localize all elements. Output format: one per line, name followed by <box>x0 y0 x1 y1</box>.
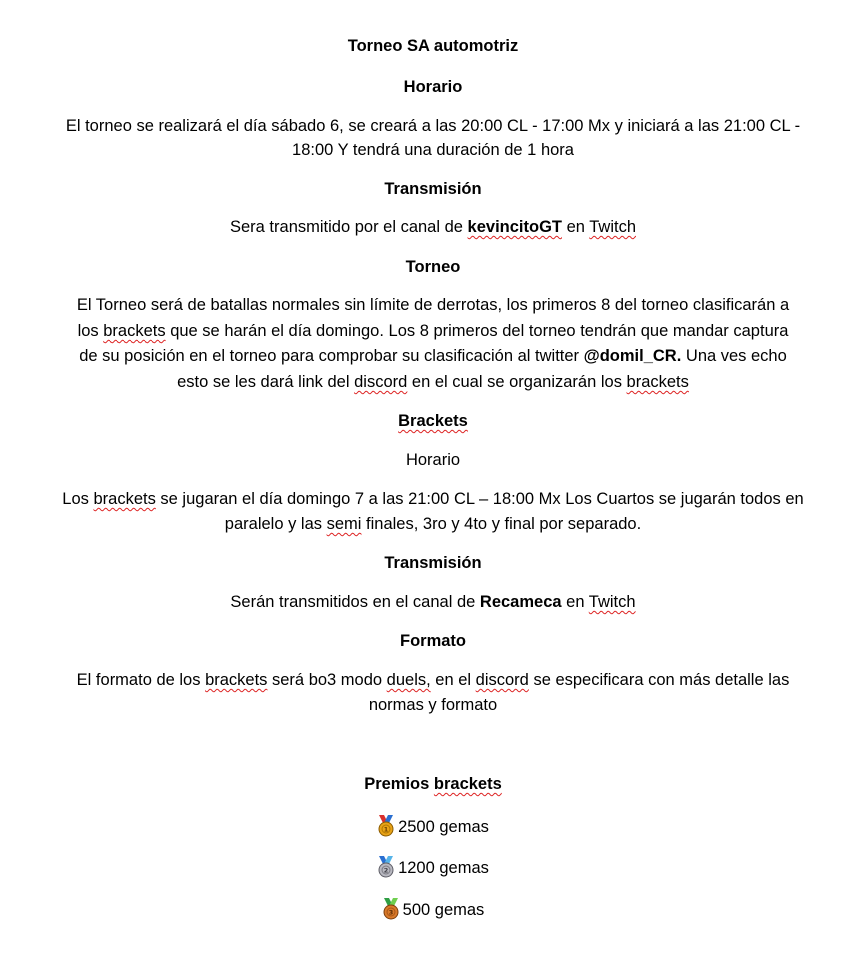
torneo-paragraph-line-4: esto se les dará link del discord en el cual se organizarán los brackets <box>177 373 689 391</box>
torneo-heading: Torneo <box>405 258 461 276</box>
svg-text:3: 3 <box>388 908 393 917</box>
torneo-paragraph-line-1: El Torneo será de batallas normales sin límite de derrotas, los primeros 8 del torneo clasificarán a <box>76 296 790 314</box>
horario-paragraph-line-2: 18:00 Y tendrá una duración de 1 hora <box>292 141 574 159</box>
formato-paragraph-line-1: El formato de los brackets será bo3 modo duels, en el discord se especificara con más detalle las <box>76 671 790 689</box>
channel-name: Recameca <box>479 593 562 611</box>
transmision-brackets-heading: Transmisión <box>384 554 482 572</box>
formato-paragraph-line-2: normas y formato <box>368 696 498 714</box>
silver-medal-icon <box>377 856 395 878</box>
brackets-heading: Brackets <box>398 412 468 430</box>
brackets-horario-subheading: Horario <box>405 451 461 469</box>
formato-heading: Formato <box>400 632 466 650</box>
svg-text:1: 1 <box>383 825 389 834</box>
premios-heading: Premios brackets <box>364 775 502 793</box>
torneo-paragraph-line-2: los brackets que se harán el día domingo. Los 8 primeros del torneo tendrán que mandar captura <box>77 322 789 340</box>
torneo-paragraph-line-3: de su posición en el torneo para comprobar su clasificación al twitter @domil_CR. Una ves echo <box>79 347 787 365</box>
brackets-paragraph-line-1: Los brackets se jugaran el día domingo 7 a las 21:00 CL – 18:00 Mx Los Cuartos se jugarán todos en <box>62 490 804 508</box>
gold-medal-icon <box>377 815 395 837</box>
transmision-brackets-paragraph: Serán transmitidos en el canal de Recameca en Twitch <box>230 593 636 611</box>
horario-paragraph-line-1: El torneo se realizará el día sábado 6, se creará a las 20:00 CL - 17:00 Mx y iniciará a las 21:00 CL - <box>65 117 801 135</box>
svg-text:2: 2 <box>383 866 389 875</box>
channel-name: kevincitoGT <box>467 218 562 236</box>
prize-item-1: 1 2500 gemas <box>0 815 866 838</box>
prize-item-2: 2 1200 gemas <box>0 856 866 879</box>
document-title: Torneo SA automotriz <box>347 37 519 55</box>
twitter-handle: @domil_CR. <box>583 347 682 365</box>
transmision-heading: Transmisión <box>384 180 482 198</box>
platform-name: Twitch <box>589 218 636 236</box>
horario-heading: Horario <box>403 78 463 96</box>
brackets-paragraph-line-2: paralelo y las semi finales, 3ro y 4to y final por separado. <box>224 515 642 533</box>
platform-name: Twitch <box>588 593 636 611</box>
prize-item-3: 3 500 gemas <box>0 898 866 921</box>
transmision-paragraph: Sera transmitido por el canal de kevincitoGT en Twitch <box>230 218 636 236</box>
bronze-medal-icon <box>382 898 400 920</box>
